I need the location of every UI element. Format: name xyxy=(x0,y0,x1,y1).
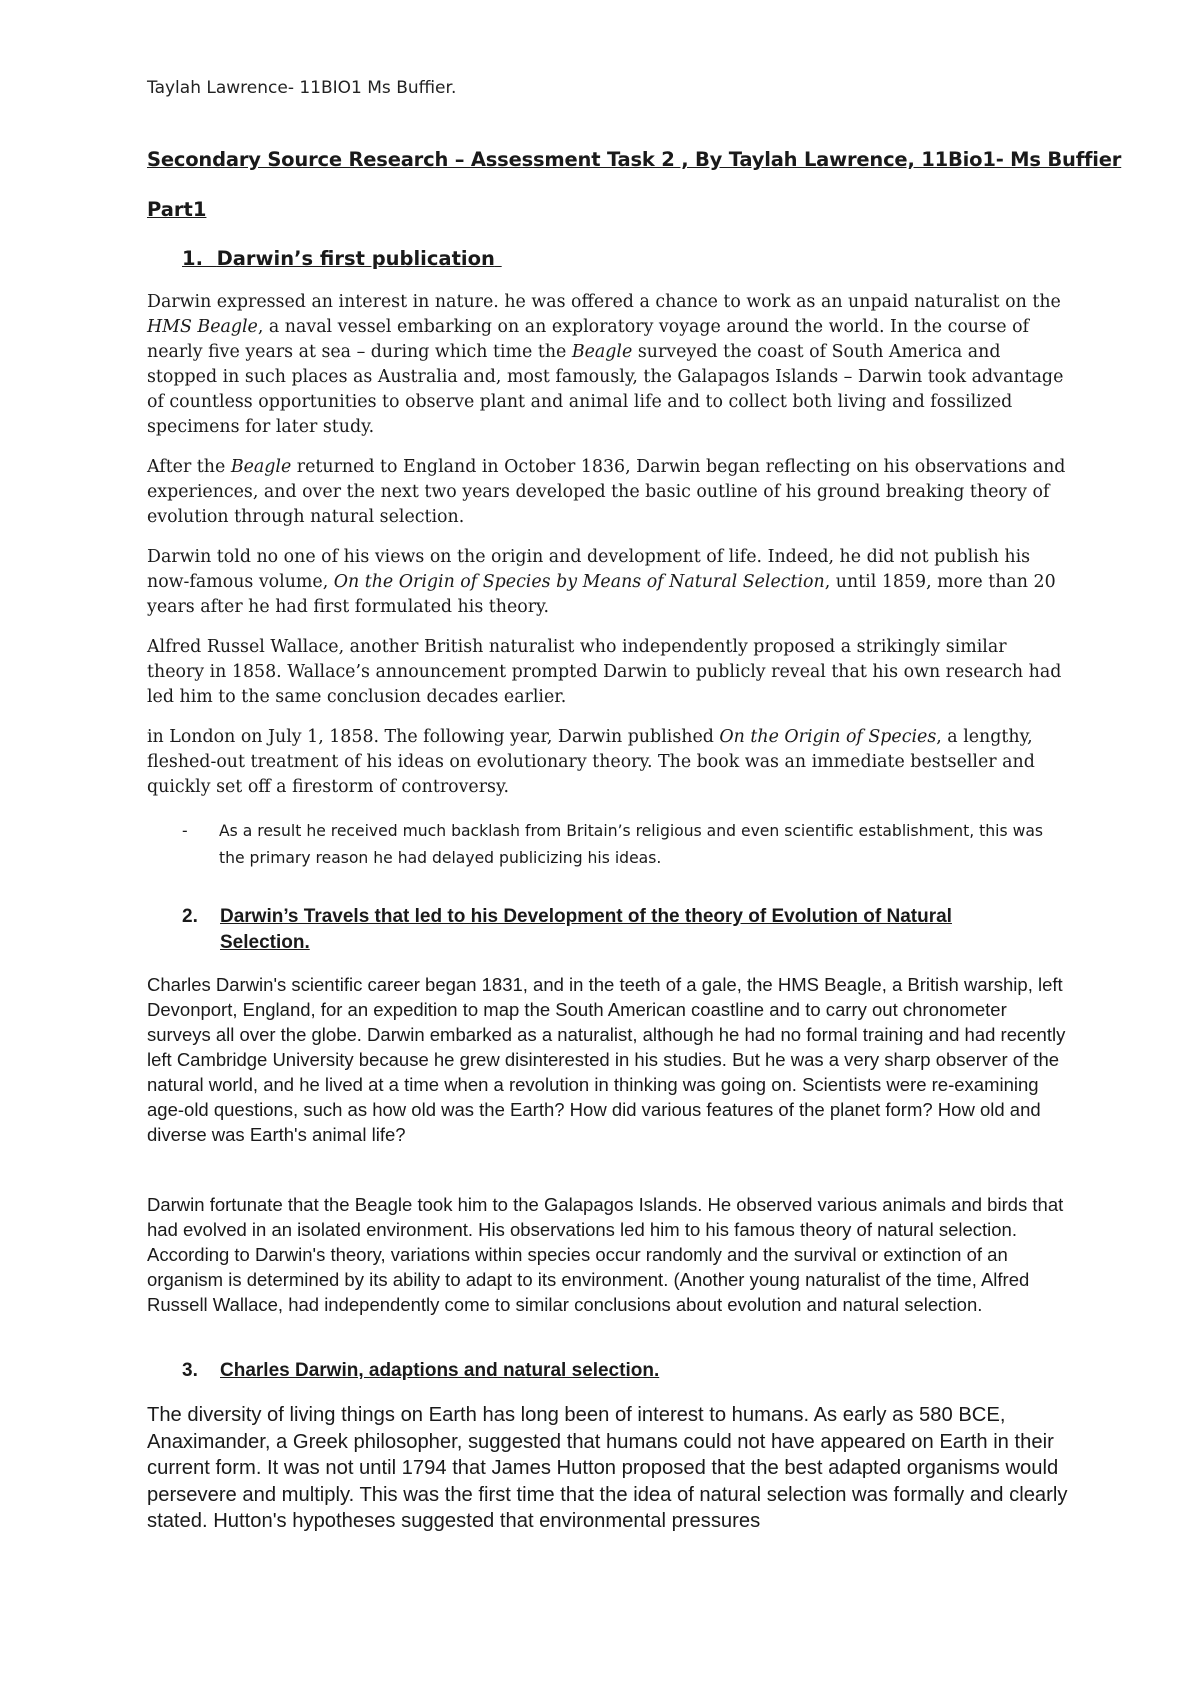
section-2-number: 2. xyxy=(182,906,198,927)
section-2-heading xyxy=(182,904,1042,956)
section-2-paragraph-1: Charles Darwin's scientific career began 1831, and in the teeth of a gale, the HMS Beagle, a British warship, left Devonport, England, for an expedition to map the South American coastline and to carry out chronometer surveys all over the globe. Darwin embarked as a naturalist, although he had no formal training and had recently left Cambridge University because he grew disinterested in his studies. But he was a very sharp observer of the natural world, and he lived at a time when a revolution in thinking was going on. Scientists were re-examining age-old questions, such as how old was the Earth? How did various features of the planet form? How old and diverse was Earth's animal life? xyxy=(147,974,1066,1145)
section-3-heading xyxy=(182,1358,1042,1384)
section-2-title: Darwin’s Travels that led to his Development of the theory of Evolution of Natural Selection. xyxy=(220,906,952,953)
section-1-paragraph-3: Darwin told no one of his views on the origin and development of life. Indeed, he did not publish his now-famous volume, On the Origin of Species by Means of Natural Selection, until 1859, more than 20 years after he had first formulated his theory. xyxy=(147,547,1056,617)
section-1-number: 1. xyxy=(182,247,203,270)
section-3-title: Charles Darwin, adaptions and natural selection. xyxy=(220,1360,660,1381)
section-1-paragraph-1: Darwin expressed an interest in nature. he was offered a chance to work as an unpaid naturalist on the HMS Beagle, a naval vessel embarking on an exploratory voyage around the world. In the course of nearly five years at sea – during which time the Beagle surveyed the coast of South America and stopped in such places as Australia and, most famously, the Galapagos Islands – Darwin took advantage of countless opportunities to observe plant and animal life and to collect both living and fossilized specimens for later study. xyxy=(147,292,1064,437)
section-1-bullet xyxy=(182,818,1062,872)
document-title: Secondary Source Research – Assessment Task 2 , By Taylah Lawrence, 11Bio1- Ms Buffier xyxy=(147,148,1122,171)
section-3-number: 3. xyxy=(182,1360,198,1381)
section-1-paragraph-5: in London on July 1, 1858. The following year, Darwin published On the Origin of Species, a lengthy, fleshed-out treatment of his ideas on evolutionary theory. The book was an immediate bestseller and quickly set off a firestorm of controversy. xyxy=(147,727,1035,797)
page-header: Taylah Lawrence- 11BIO1 Ms Buffier. xyxy=(147,78,457,98)
part-heading: Part1 xyxy=(147,198,207,221)
section-1-paragraph-2: After the Beagle returned to England in October 1836, Darwin began reflecting on his observations and experiences, and over the next two years developed the basic outline of his ground breaking theory of evolution through natural selection. xyxy=(147,457,1066,527)
section-3-paragraph-1: The diversity of living things on Earth has long been of interest to humans. As early as 580 BCE, Anaximander, a Greek philosopher, suggested that humans could not have appeared on Earth in their current form. It was not until 1794 that James Hutton proposed that the best adapted organisms would persevere and multiply. This was the first time that the idea of natural selection was formally and clearly stated. Hutton's hypotheses suggested that environmental pressures xyxy=(147,1404,1068,1532)
bullet-text: As a result he received much backlash from Britain’s religious and even scientific establishment, this was the primary reason he had delayed publicizing his ideas. xyxy=(219,822,1044,867)
section-1-paragraph-4: Alfred Russel Wallace, another British naturalist who independently proposed a strikingly similar theory in 1858. Wallace’s announcement prompted Darwin to publicly reveal that his own research had led him to the same conclusion decades earlier. xyxy=(147,637,1062,707)
bullet-dash: - xyxy=(182,822,188,840)
section-2-paragraph-2: Darwin fortunate that the Beagle took him to the Galapagos Islands. He observed various animals and birds that had evolved in an isolated environment. His observations led him to his famous theory of natural selection. According to Darwin's theory, variations within species occur randomly and the survival or extinction of an organism is determined by its ability to adapt to its environment. (Another young naturalist of the time, Alfred Russell Wallace, had independently come to similar conclusions about evolution and natural selection. xyxy=(147,1194,1064,1315)
section-1-title: Darwin’s first publication xyxy=(216,247,495,270)
section-1-heading xyxy=(182,247,502,270)
